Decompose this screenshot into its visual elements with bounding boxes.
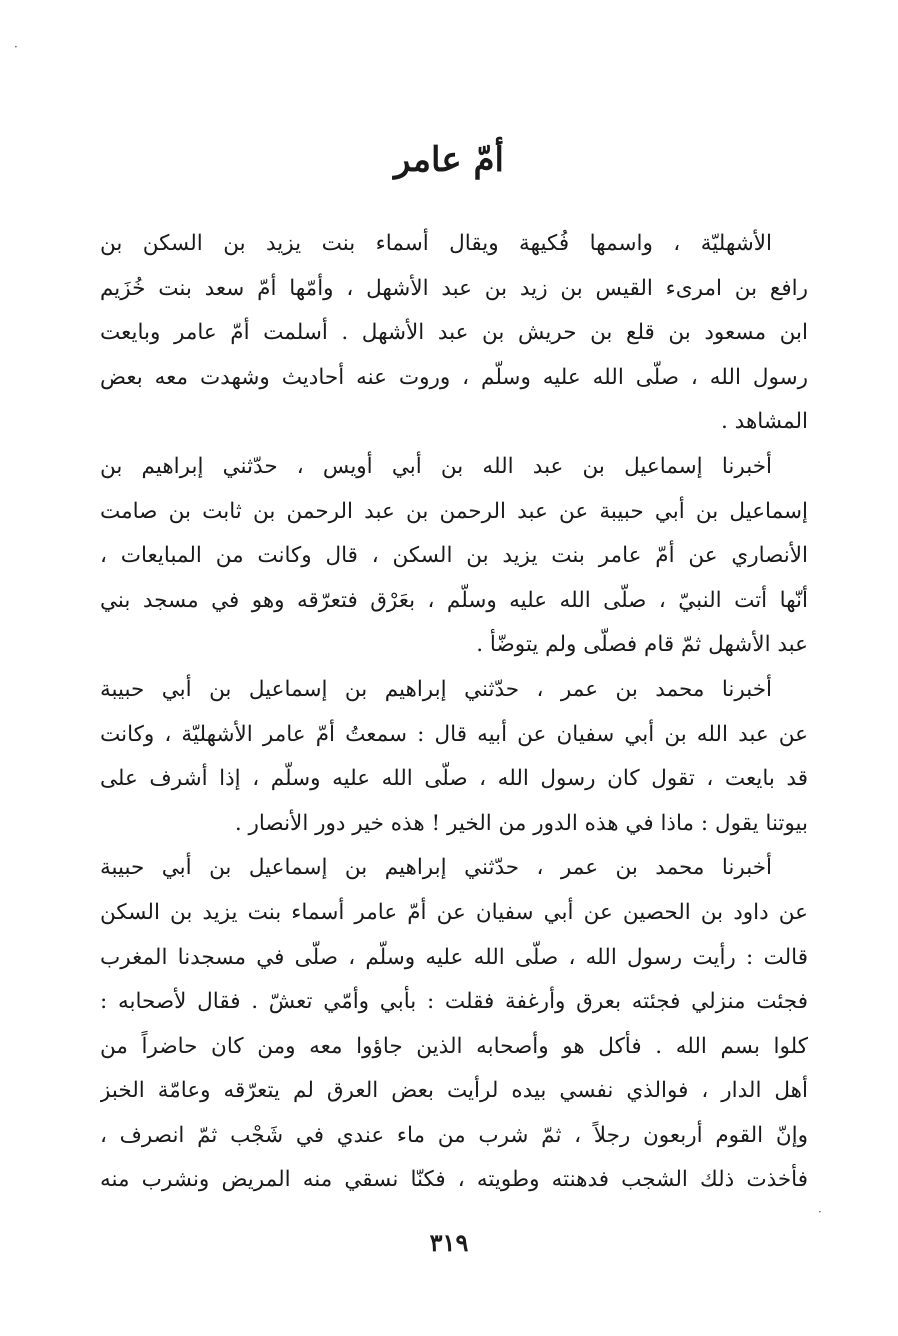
text-line: عن داود بن الحصين عن أبي سفيان عن أمّ عامر أسماء بنت يزيد بن السكن	[100, 899, 808, 925]
page-number: ٣١٩	[429, 1228, 469, 1257]
paragraph-2	[100, 445, 808, 668]
text-line: أخبرنا محمد بن عمر ، حدّثني إبراهيم بن إسماعيل بن أبي حبيبة	[100, 676, 772, 702]
text-line: كلوا بسم الله . فأكل هو وأصحابه الذين جاؤوا معه ومن كان حاضراً من	[100, 1033, 808, 1059]
paragraph-4	[100, 846, 808, 1203]
chapter-title: أمّ عامر	[394, 140, 504, 180]
text-line: رافع بن امرىء القيس بن زيد بن عبد الأشهل ، وأمّها أمّ سعد بنت خُزَيم	[100, 275, 808, 301]
text-line: رسول الله ، صلّى الله عليه وسلّم ، وروت عنه أحاديث وشهدت معه بعض	[100, 364, 808, 390]
paragraph-3	[100, 668, 808, 846]
text-line: إسماعيل بن أبي حبيبة عن عبد الرحمن بن عبد الرحمن بن ثابت بن صامت	[100, 498, 808, 524]
text-line: وإنّ القوم أربعون رجلاً ، ثمّ شرب من ماء عندي في شَجْب ثمّ انصرف ،	[100, 1122, 808, 1148]
paragraph-1	[100, 222, 808, 445]
text-line: الأشهليّة ، واسمها فُكيهة ويقال أسماء بنت يزيد بن السكن بن	[100, 231, 772, 256]
text-line: فجئت منزلي فجئته بعرق وأرغفة فقلت : بأبي وأمّي تعشّ . فقال لأصحابه :	[100, 989, 808, 1015]
body-text	[100, 222, 808, 1203]
text-line: أهل الدار ، فوالذي نفسي بيده لرأيت بعض العرق لم يتعرّقه وعامّة الخبز	[100, 1078, 808, 1104]
text-line: عبد الأشهل ثمّ قام فصلّى ولم يتوضّأ .	[476, 632, 808, 658]
text-line: الأنصاري عن أمّ عامر بنت يزيد بن السكن ، قال وكانت من المبايعات ،	[100, 543, 808, 569]
scan-speck: ·	[14, 40, 18, 54]
text-line: قد بايعت ، تقول كان رسول الله ، صلّى الله عليه وسلّم ، إذا أشرف على	[100, 766, 808, 792]
text-line: عن عبد الله بن أبي سفيان عن أبيه قال : سمعتُ أمّ عامر الأشهليّة ، وكانت	[100, 721, 808, 747]
text-line: قالت : رأيت رسول الله ، صلّى الله عليه وسلّم ، صلّى في مسجدنا المغرب	[100, 944, 808, 970]
text-line: بيوتنا يقول : ماذا في هذه الدور من الخير ! هذه خير دور الأنصار .	[234, 810, 808, 836]
text-line: ابن مسعود بن قلع بن حريش بن عبد الأشهل . أسلمت أمّ عامر وبايعت	[100, 320, 808, 346]
scan-speck: ·	[818, 1205, 822, 1219]
text-line: أخبرنا إسماعيل بن عبد الله بن أبي أويس ، حدّثني إبراهيم بن	[100, 453, 772, 479]
text-line: أنّها أتت النبيّ ، صلّى الله عليه وسلّم ، بعَرْق فتعرّقه وهو في مسجد بني	[100, 587, 808, 613]
text-line: المشاهد .	[721, 409, 808, 435]
text-line: فأخذت ذلك الشجب فدهنته وطويته ، فكنّا نسقي منه المريض ونشرب منه	[100, 1167, 808, 1193]
text-line: أخبرنا محمد بن عمر ، حدّثني إبراهيم بن إسماعيل بن أبي حبيبة	[100, 855, 772, 881]
